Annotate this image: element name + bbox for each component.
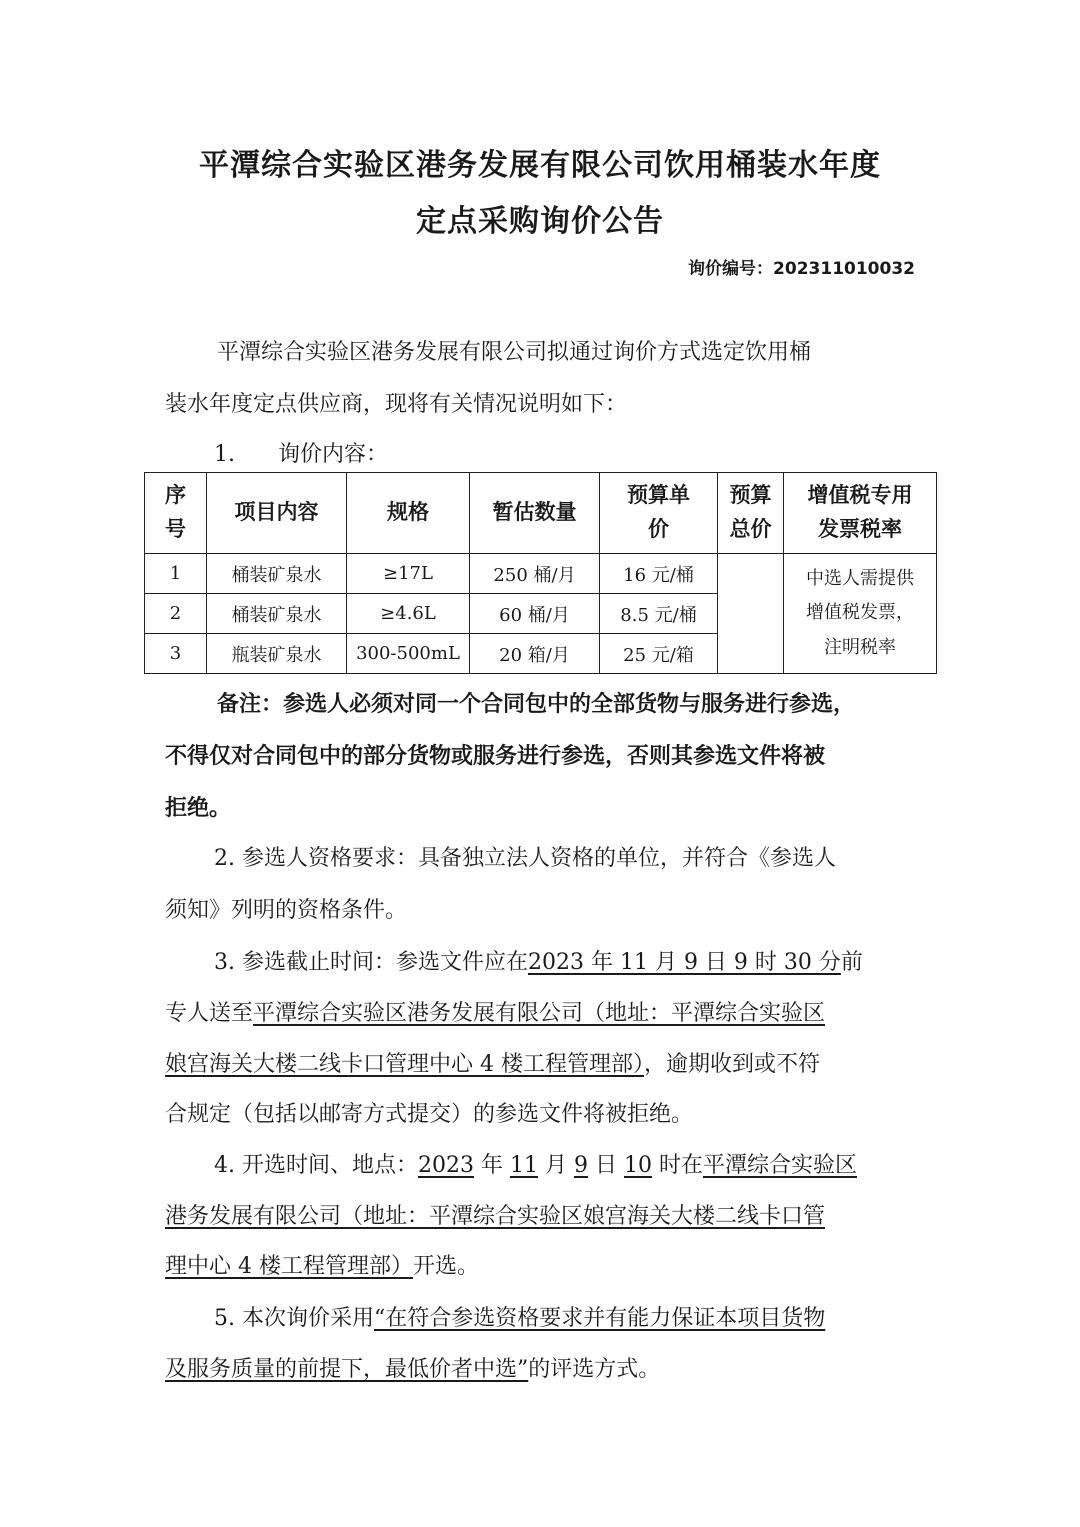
cell-price: 8.5 元/桶 bbox=[600, 594, 718, 634]
section-3-line-3: 娘宫海关大楼二线卡口管理中心 4 楼工程管理部），逾期收到或不符 bbox=[165, 1052, 821, 1077]
inquiry-number: 询价编号：202311010032 bbox=[688, 259, 915, 279]
section-4-line-1: 4. 开选时间、地点：2023 年 11 月 9 日 10 时在平潭综合实验区 bbox=[214, 1153, 857, 1178]
cell-total-price bbox=[718, 554, 784, 674]
header-tax-rate: 增值税专用 发票税率 bbox=[784, 473, 937, 554]
section-5-line-1: 5. 本次询价采用“在符合参选资格要求并有能力保证本项目货物 bbox=[214, 1306, 826, 1331]
cell-item: 桶装矿泉水 bbox=[207, 554, 347, 594]
note-line-3: 拒绝。 bbox=[165, 796, 232, 821]
header-unit-price: 预算单 价 bbox=[600, 473, 718, 554]
table-header-row bbox=[145, 473, 937, 554]
note-line-2: 不得仅对合同包中的部分货物或服务进行参选，否则其参选文件将被 bbox=[165, 744, 826, 769]
cell-qty: 20 箱/月 bbox=[470, 634, 600, 674]
cell-price: 16 元/桶 bbox=[600, 554, 718, 594]
section-1-label: 询价内容： bbox=[278, 442, 389, 467]
section-2-line-2: 须知》列明的资格条件。 bbox=[165, 898, 408, 923]
section-5-line-2: 及服务质量的前提下，最低价者中选”的评选方式。 bbox=[165, 1357, 661, 1382]
cell-spec: ≥17L bbox=[347, 554, 470, 594]
cell-tax-note: 中选人需提供 增值税发票， 注明税率 bbox=[784, 554, 937, 674]
header-seq: 序 号 bbox=[145, 473, 207, 554]
intro-line-2: 装水年度定点供应商，现将有关情况说明如下： bbox=[165, 392, 628, 417]
cell-price: 25 元/箱 bbox=[600, 634, 718, 674]
title-line-2: 定点采购询价公告 bbox=[416, 204, 664, 239]
section-3-line-1: 3. 参选截止时间：参选文件应在2023 年 11 月 9 日 9 时 30 分前 bbox=[214, 950, 863, 975]
cell-seq: 1 bbox=[145, 554, 207, 594]
section-1-number: 1. bbox=[214, 442, 235, 467]
note-line-1: 备注：参选人必须对同一个合同包中的全部货物与服务进行参选， bbox=[217, 692, 856, 717]
section-4-line-2: 港务发展有限公司（地址：平潭综合实验区娘宫海关大楼二线卡口管 bbox=[165, 1204, 826, 1229]
cell-spec: ≥4.6L bbox=[347, 594, 470, 634]
section-3-line-2: 专人送至平潭综合实验区港务发展有限公司（地址：平潭综合实验区 bbox=[165, 1001, 826, 1026]
header-total-price: 预算 总价 bbox=[718, 473, 784, 554]
cell-item: 桶装矿泉水 bbox=[207, 594, 347, 634]
section-2-line-1: 2. 参选人资格要求：具备独立法人资格的单位，并符合《参选人 bbox=[214, 846, 836, 871]
cell-qty: 60 桶/月 bbox=[470, 594, 600, 634]
section-3-line-4: 合规定（包括以邮寄方式提交）的参选文件将被拒绝。 bbox=[165, 1102, 694, 1127]
cell-item: 瓶装矿泉水 bbox=[207, 634, 347, 674]
cell-qty: 250 桶/月 bbox=[470, 554, 600, 594]
title-line-1: 平潭综合实验区港务发展有限公司饮用桶装水年度 bbox=[199, 148, 881, 183]
inquiry-table bbox=[144, 472, 937, 674]
header-spec: 规格 bbox=[347, 473, 470, 554]
section-4-line-3: 理中心 4 楼工程管理部）开选。 bbox=[165, 1254, 479, 1279]
intro-line-1: 平潭综合实验区港务发展有限公司拟通过询价方式选定饮用桶 bbox=[217, 340, 812, 365]
cell-seq: 2 bbox=[145, 594, 207, 634]
header-qty: 暂估数量 bbox=[470, 473, 600, 554]
header-item: 项目内容 bbox=[207, 473, 347, 554]
cell-spec: 300-500mL bbox=[347, 634, 470, 674]
cell-seq: 3 bbox=[145, 634, 207, 674]
table-row bbox=[145, 554, 937, 594]
